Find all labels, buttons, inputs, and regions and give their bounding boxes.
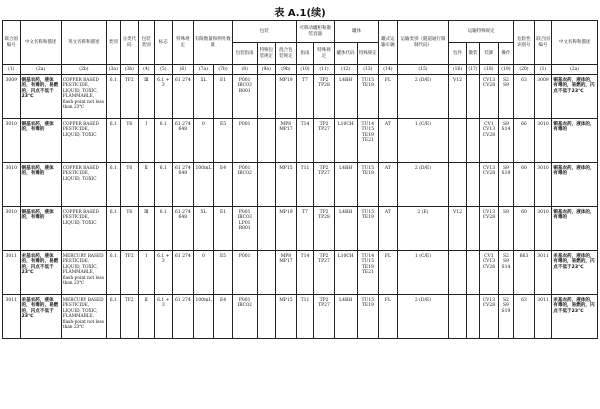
cell-special-provisions: 61 274 [173, 75, 194, 119]
cell-tank-code: L4BH [334, 207, 357, 251]
header-packages: 包件 [449, 43, 467, 65]
column-number: (7a) [193, 65, 214, 75]
cell-special-operation: S9 S19 [498, 163, 513, 207]
header-tank-code: 罐体代码 [334, 43, 357, 65]
table-title: 表 A.1(续) [274, 8, 326, 19]
cell-un-number-2: 3011 [534, 295, 552, 339]
cell-special-packing [257, 163, 276, 207]
cell-tank-vehicle: FL [379, 295, 398, 339]
cell-portable-tank: T11 [296, 295, 314, 339]
column-number: (3b) [120, 65, 139, 75]
cell-mixed-packing: MP8 MP17 [276, 251, 297, 295]
cell-un-number: 3009 [3, 75, 21, 119]
column-number: (19) [498, 65, 513, 75]
table-row [3, 207, 598, 251]
dangerous-goods-table [2, 20, 598, 339]
cell-special-packages [449, 251, 467, 295]
cell-class-code: T6 [120, 207, 139, 251]
cell-packing-group: Ⅱ [139, 295, 154, 339]
table-row [3, 251, 598, 295]
header-tank-special: 特殊规定 [314, 43, 335, 65]
cell-un-number-2: 3010 [534, 119, 552, 163]
column-number: (18) [480, 65, 499, 75]
table-row [3, 75, 598, 119]
cell-special-operation: S2 S9 S19 [498, 295, 513, 339]
column-number: (8) [232, 65, 257, 75]
cell-portable-tank: T7 [296, 207, 314, 251]
cell-en-name: COPPER BASED PESTICIDE, LIQUID, TOXIC [61, 119, 106, 163]
cell-class: 6.1 [107, 207, 120, 251]
cell-tank-special: TP2 TP27 [314, 119, 335, 163]
cell-hazard-id: 60 [514, 207, 535, 251]
cell-tank-code: L10CH [334, 119, 357, 163]
cell-tank-vehicle: FL [379, 75, 398, 119]
cell-limited-quantity: 0 [193, 251, 214, 295]
cell-transport-category: 2 (E) [397, 207, 449, 251]
cell-limited-quantity: 100mL [193, 163, 214, 207]
cell-en-name: COPPER BASED PESTICIDE, LIQUID, TOXIC [61, 163, 106, 207]
cell-packing-instructions: P001 IBC02 [232, 295, 257, 339]
cell-hazard-id: 63 [514, 295, 535, 339]
cell-cn-name-2: 汞基农药，液体的，有毒的，易燃的，闪点不低于23℃ [552, 251, 598, 295]
cell-hazard-id: 60 [514, 163, 535, 207]
cell-un-number-2: 3010 [534, 207, 552, 251]
cell-special-bulk [466, 119, 479, 163]
cell-limited-quantity: 100mL [193, 295, 214, 339]
cell-special-packages [449, 295, 467, 339]
cell-tank-special-2: TU15 TE19 [357, 207, 379, 251]
cell-cn-name: 汞基农药，液体的，有毒的，易燃的，闪点不低于23℃ [20, 251, 61, 295]
column-number: (14) [379, 65, 398, 75]
cell-tank-special: TP2 TP28 [314, 75, 335, 119]
header-cn-name: 中文名称和描述 [20, 21, 61, 65]
header-tank-vehicle: 罐式运输车辆 [379, 21, 398, 65]
column-number: (1) [3, 65, 21, 75]
cell-class: 6.1 [107, 75, 120, 119]
cell-special-packing [257, 251, 276, 295]
column-number: (11) [314, 65, 335, 75]
cell-tank-special-2: TU15 TE19 [357, 295, 379, 339]
cell-mixed-packing: MP15 [276, 163, 297, 207]
cell-cn-name: 汞基农药，液体的，有毒的，易燃的，闪点不低于23℃ [20, 295, 61, 339]
cell-tank-vehicle: FL [379, 251, 398, 295]
table-row [3, 163, 598, 207]
cell-special-provisions: 61 274 [173, 251, 194, 295]
cell-tank-code: L4BH [334, 295, 357, 339]
cell-packing-instructions: P001 [232, 251, 257, 295]
cell-portable-tank: T11 [296, 163, 314, 207]
cell-special-operation: S9 [498, 207, 513, 251]
cell-portable-tank: T14 [296, 251, 314, 295]
header-label: 标志 [154, 21, 173, 65]
header-class: 类别 [107, 21, 120, 65]
column-number: (15) [397, 65, 449, 75]
cell-special-packing [257, 75, 276, 119]
cell-limited-quantity: 5L [193, 75, 214, 119]
cell-un-number-2: 3009 [534, 75, 552, 119]
cell-un-number: 3010 [3, 163, 21, 207]
cell-tank-special: TP2 TP27 [314, 163, 335, 207]
cell-special-bulk [466, 251, 479, 295]
cell-limited-quantity: 5L [193, 207, 214, 251]
header-bulk: 散装 [466, 43, 479, 65]
cell-packing-group: Ⅰ [139, 119, 154, 163]
cell-portable-tank: T7 [296, 75, 314, 119]
table-row [3, 119, 598, 163]
cell-label: 6.1 + 3 [154, 75, 173, 119]
cell-special-provisions: 61 274 648 [173, 207, 194, 251]
cell-special-operation: S2 S9 [498, 75, 513, 119]
cell-un-number-2: 3010 [534, 163, 552, 207]
cell-special-bulk [466, 75, 479, 119]
cell-tank-special-2: TU15 TE19 [357, 75, 379, 119]
cell-label: 6.1 [154, 119, 173, 163]
cell-special-bulk [466, 295, 479, 339]
header-special-packing: 特殊包装规定 [257, 43, 276, 65]
cell-portable-tank: T14 [296, 119, 314, 163]
cell-special-loading: CV1 CV13 CV28 [480, 251, 499, 295]
cell-excepted-quantity: E4 [214, 163, 233, 207]
cell-tank-code: L4BH [334, 75, 357, 119]
cell-special-packing [257, 295, 276, 339]
cell-mixed-packing: MP19 [276, 207, 297, 251]
cell-special-operation: S9 S14 [498, 119, 513, 163]
cell-label: 6.1 + 3 [154, 295, 173, 339]
cell-special-packages [449, 163, 467, 207]
cell-tank-code: L4BH [334, 163, 357, 207]
column-number: (10) [296, 65, 314, 75]
header-un-number-2: 联合国编号 [534, 21, 552, 65]
cell-special-operation: S2 S9 S14 [498, 251, 513, 295]
cell-packing-instructions: P001 IBC03 R001 [232, 75, 257, 119]
cell-cn-name-2: 铜基农药，液体的，有毒的 [552, 163, 598, 207]
cell-excepted-quantity: E5 [214, 251, 233, 295]
cell-en-name: COPPER BASED PESTICIDE, LIQUID, TOXIC, FLAMMABLE, flash-point not less than 23℃ [61, 75, 106, 119]
cell-packing-instructions: P001 IBC02 [232, 163, 257, 207]
cell-un-number-2: 3011 [534, 251, 552, 295]
cell-special-loading: CV1 CV13 CV28 [480, 119, 499, 163]
cell-tank-code: L10CH [334, 251, 357, 295]
cell-class-code: T6 [120, 163, 139, 207]
cell-un-number: 3011 [3, 295, 21, 339]
column-number: (17) [466, 65, 479, 75]
cell-tank-vehicle: AT [379, 207, 398, 251]
column-number: (20) [514, 65, 535, 75]
cell-cn-name-2: 铜基农药，液体的，有毒的，易燃的，闪点不低于23℃ [552, 75, 598, 119]
cell-transport-category: 2 (D/E) [397, 75, 449, 119]
column-number: (2a) [552, 65, 598, 75]
cell-limited-quantity: 0 [193, 119, 214, 163]
cell-special-packages: V12 [449, 207, 467, 251]
cell-special-provisions: 61 274 648 [173, 119, 194, 163]
cell-packing-group: Ⅲ [139, 75, 154, 119]
cell-en-name: MERCURY BASED PESTICIDE, LIQUID, TOXIC, FLAMMABLE, flash-point not less than 23℃ [61, 251, 106, 295]
cell-tank-vehicle: AT [379, 163, 398, 207]
header-special-provisions: 特殊规定 [173, 21, 194, 65]
column-number: (1) [534, 65, 552, 75]
header-cn-name-2: 中文名称和描述 [552, 21, 598, 65]
cell-cn-name-2: 铜基农药，液体的，有毒的 [552, 119, 598, 163]
header-class-code: 分类代码 [120, 21, 139, 65]
header-mixed-packing: 混合包装规定 [276, 43, 297, 65]
cell-excepted-quantity: E5 [214, 119, 233, 163]
cell-transport-category: 1 (C/E) [397, 119, 449, 163]
cell-special-loading: CV13 CV28 [480, 295, 499, 339]
cell-tank-special-2: TU14 TU15 TE19 TE21 [357, 251, 379, 295]
cell-packing-group: Ⅱ [139, 163, 154, 207]
column-number: (2a) [20, 65, 61, 75]
cell-label: 6.1 [154, 207, 173, 251]
header-en-name: 英文名称和描述 [61, 21, 106, 65]
header-tank-special-2: 特殊规定 [357, 43, 379, 65]
header-hazard-id: 危险性识别号 [514, 21, 535, 65]
cell-special-packing [257, 207, 276, 251]
header-limited-quantity: 有限数量和例外数量 [193, 21, 232, 65]
cell-special-loading: CV13 CV28 [480, 163, 499, 207]
column-number: (3a) [107, 65, 120, 75]
cell-class-code: TF2 [120, 295, 139, 339]
cell-cn-name: 铜基农药，液体的，有毒的，易燃的，闪点不低于23℃ [20, 75, 61, 119]
cell-packing-instructions: P001 [232, 119, 257, 163]
cell-tank-vehicle: AT [379, 119, 398, 163]
cell-en-name: MERCURY BASED PESTICIDE, LIQUID, TOXIC, FLAMMABLE, flash-point not less than 23℃ [61, 295, 106, 339]
header-portable-tanks: 可移动罐柜和散装容器 [296, 21, 334, 43]
cell-special-packing [257, 119, 276, 163]
column-number: (9b) [276, 65, 297, 75]
column-number: (12) [334, 65, 357, 75]
cell-mixed-packing: MP8 MP17 [276, 119, 297, 163]
header-packaging: 包装 [232, 21, 296, 43]
cell-class: 6.1 [107, 251, 120, 295]
cell-mixed-packing: MP19 [276, 75, 297, 119]
cell-cn-name-2: 铜基农药，液体的，有毒的 [552, 207, 598, 251]
cell-cn-name: 铜基农药，液体的，有毒的 [20, 207, 61, 251]
cell-packing-group: Ⅰ [139, 251, 154, 295]
cell-special-provisions: 61 274 648 [173, 163, 194, 207]
cell-tank-special: TP2 TP28 [314, 207, 335, 251]
cell-special-provisions: 61 274 [173, 295, 194, 339]
header-packing-instructions: 包装指南 [232, 43, 257, 65]
column-number: (13) [357, 65, 379, 75]
column-number: (2b) [61, 65, 106, 75]
cell-tank-special: TP2 TP27 [314, 295, 335, 339]
cell-class: 6.1 [107, 163, 120, 207]
cell-excepted-quantity: E1 [214, 207, 233, 251]
cell-cn-name: 铜基农药，液体的，有毒的 [20, 119, 61, 163]
column-number: (16) [449, 65, 467, 75]
cell-label: 6.1 + 3 [154, 251, 173, 295]
cell-tank-special-2: TU14 TU15 TE19 TE21 [357, 119, 379, 163]
header-loading: 装卸 [480, 43, 499, 65]
header-special-transport: 运输特殊规定 [449, 21, 514, 43]
cell-cn-name: 铜基农药，液体的，有毒的 [20, 163, 61, 207]
cell-special-bulk [466, 163, 479, 207]
cell-special-bulk [466, 207, 479, 251]
header-tank-instructions: 指南 [296, 43, 314, 65]
cell-un-number: 3010 [3, 207, 21, 251]
cell-special-packages: V12 [449, 75, 467, 119]
cell-en-name: COPPER BASED PESTICIDE, LIQUID, TOXIC [61, 207, 106, 251]
column-number: (9a) [257, 65, 276, 75]
cell-class-code: T6 [120, 119, 139, 163]
cell-special-loading: CV13 CV28 [480, 75, 499, 119]
cell-un-number: 3011 [3, 251, 21, 295]
cell-class: 6.1 [107, 119, 120, 163]
cell-class: 6.1 [107, 295, 120, 339]
column-number: (4) [139, 65, 154, 75]
cell-hazard-id: 66 [514, 119, 535, 163]
cell-special-packages [449, 119, 467, 163]
header-tanks: 罐体 [334, 21, 378, 43]
column-number: (7b) [214, 65, 233, 75]
column-number-row [3, 65, 598, 75]
cell-excepted-quantity: E4 [214, 295, 233, 339]
cell-hazard-id: 663 [514, 251, 535, 295]
column-number: (6) [173, 65, 194, 75]
header-transport-category: 运输类别（隧道通行限制代码） [397, 21, 449, 65]
cell-tank-special: TP2 TP27 [314, 251, 335, 295]
cell-hazard-id: 63 [514, 75, 535, 119]
cell-packing-group: Ⅲ [139, 207, 154, 251]
cell-excepted-quantity: E1 [214, 75, 233, 119]
cell-packing-instructions: P001 IBC03 LP01 R001 [232, 207, 257, 251]
column-number: (5) [154, 65, 173, 75]
cell-transport-category: 2 (D/E) [397, 163, 449, 207]
header-packing-group: 包装类别 [139, 21, 154, 65]
header-un-number: 联合国编号 [3, 21, 21, 65]
header-operation: 操作 [498, 43, 513, 65]
cell-un-number: 3010 [3, 119, 21, 163]
cell-class-code: TF2 [120, 251, 139, 295]
table-row [3, 295, 598, 339]
cell-tank-special-2: TU15 TE19 [357, 163, 379, 207]
cell-special-loading: CV13 CV28 [480, 207, 499, 251]
cell-cn-name-2: 汞基农药，液体的，有毒的，易燃的，闪点不低于23℃ [552, 295, 598, 339]
cell-mixed-packing: MP15 [276, 295, 297, 339]
cell-transport-category: 2 (D/E) [397, 295, 449, 339]
cell-class-code: TF2 [120, 75, 139, 119]
cell-label: 6.1 [154, 163, 173, 207]
cell-transport-category: 1 (C/E) [397, 251, 449, 295]
